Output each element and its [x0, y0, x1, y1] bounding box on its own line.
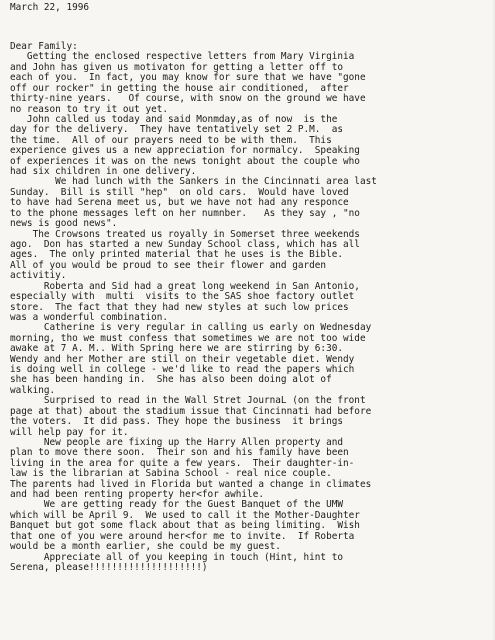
letter-line: store. The fact that they had new styles at such low prices	[10, 301, 349, 313]
letter-line: page at that) about the stadium issue that Cincinnati had before	[10, 405, 372, 417]
letter-line: was a wonderful combination.	[10, 311, 169, 323]
letter-line: We had lunch with the Sankers in the Cincinnati area last	[10, 176, 377, 188]
letter-line: The Crowsons treated us royally in Somerset three weekends	[10, 228, 360, 240]
letter-line: and had been renting property her<for awhile.	[10, 489, 264, 501]
letter-line: activitiy.	[10, 270, 67, 282]
letter-line: that one of you were around her<for me to invite. If Roberta	[10, 530, 355, 542]
letter-line: Getting the enclosed respective letters from Mary Virginia	[10, 51, 355, 63]
letter-line: will help pay for it.	[10, 426, 129, 438]
letter-line: Banquet but got some flack about that as being limiting. Wish	[10, 520, 360, 532]
letter-line: morning, tho we must confess that sometimes we are not too wide	[10, 332, 366, 344]
letter-line: Roberta and Sid had a great long weekend in San Antonio,	[10, 280, 360, 292]
letter-line: no reason to try it out yet.	[10, 103, 169, 115]
letter-line: experience gives us a new appreciation for normalcy. Speaking	[10, 145, 360, 157]
letter-line: would be a month earlier, she could be my guest.	[10, 541, 281, 553]
letter-line: to the phone messages left on her numnber. As they say , "no	[10, 207, 360, 219]
letter-date: March 22, 1996	[10, 2, 90, 13]
typed-letter	[10, 0, 493, 573]
letter-line: Wendy and her Mother are still on their vegetable diet. Wendy	[10, 353, 355, 365]
letter-line: John called us today and said Monmday,as of now is the	[10, 113, 338, 125]
letter-line: Surprised to read in the Wall Stret JournaL (on the front	[10, 395, 366, 407]
salutation: Dear Family:	[10, 41, 78, 52]
letter-line: walking.	[10, 384, 56, 396]
letter-line: to have had Serena meet us, but we have not had any responce	[10, 197, 349, 209]
letter-line: and John has given us motivaton for getting a letter off to	[10, 61, 344, 73]
letter-line: ago. Don has started a new Sunday School class, which has all	[10, 238, 360, 250]
letter-line: news is good news".	[10, 218, 118, 230]
letter-line: plan to move there soon. Their son and his family have been	[10, 447, 349, 459]
letter-line: Appreciate all of you keeping in touch (Hint, hint to	[10, 551, 344, 563]
letter-line: off our rocker" in getting the house air conditioned, after	[10, 82, 349, 94]
letter-line: We are getting ready for the Guest Banquet of the UMW	[10, 499, 344, 511]
letter-line: law is the librarian at Sabina School - real nice couple.	[10, 468, 332, 480]
letter-line: The parents had lived in Florida but wanted a change in climates	[10, 478, 372, 490]
letter-line: had six children in one delivery.	[10, 166, 197, 178]
letter-line: the time. All of our prayers need to be with them. This	[10, 134, 332, 146]
letter-line: New people are fixing up the Harry Allen property and	[10, 436, 344, 448]
letter-line: ages. The only printed material that he uses is the Bible.	[10, 249, 344, 261]
letter-line: All of you would be proud to see their flower and garden	[10, 259, 327, 271]
letter-line: living in the area for quite a few years. Their daughter-in-	[10, 457, 355, 469]
letter-line: Catherine is very regular in calling us early on Wednesday	[10, 322, 372, 334]
letter-line: especially with multi visits to the SAS shoe factory outlet	[10, 291, 355, 303]
letter-line: Sunday. Bill is still "hep" on old cars. Would have loved	[10, 186, 349, 198]
letter-line: Serena, please!!!!!!!!!!!!!!!!!!!!)	[10, 562, 208, 573]
letter-line: she has been handing in. She has also been doing alot of	[10, 374, 332, 386]
letter-line: each of you. In fact, you may know for sure that we have "gone	[10, 72, 366, 84]
letter-line: day for the delivery. They have tentatively set 2 P.M. as	[10, 124, 344, 136]
letter-line: the voters. It did pass. They hope the business it brings	[10, 416, 344, 428]
letter-line: is doing well in college - we'd like to read the papers which	[10, 364, 355, 376]
letter-line: of experiences it was on the news tonight about the couple who	[10, 155, 360, 167]
letter-line: thirty-nine years. Of course, with snow on the ground we have	[10, 93, 366, 105]
letter-line: awake at 7 A. M.. With Spring here we are stirring by 6:30.	[10, 343, 344, 355]
letter-line: which will be April 9. We used to call it the Mother-Daughter	[10, 509, 360, 521]
